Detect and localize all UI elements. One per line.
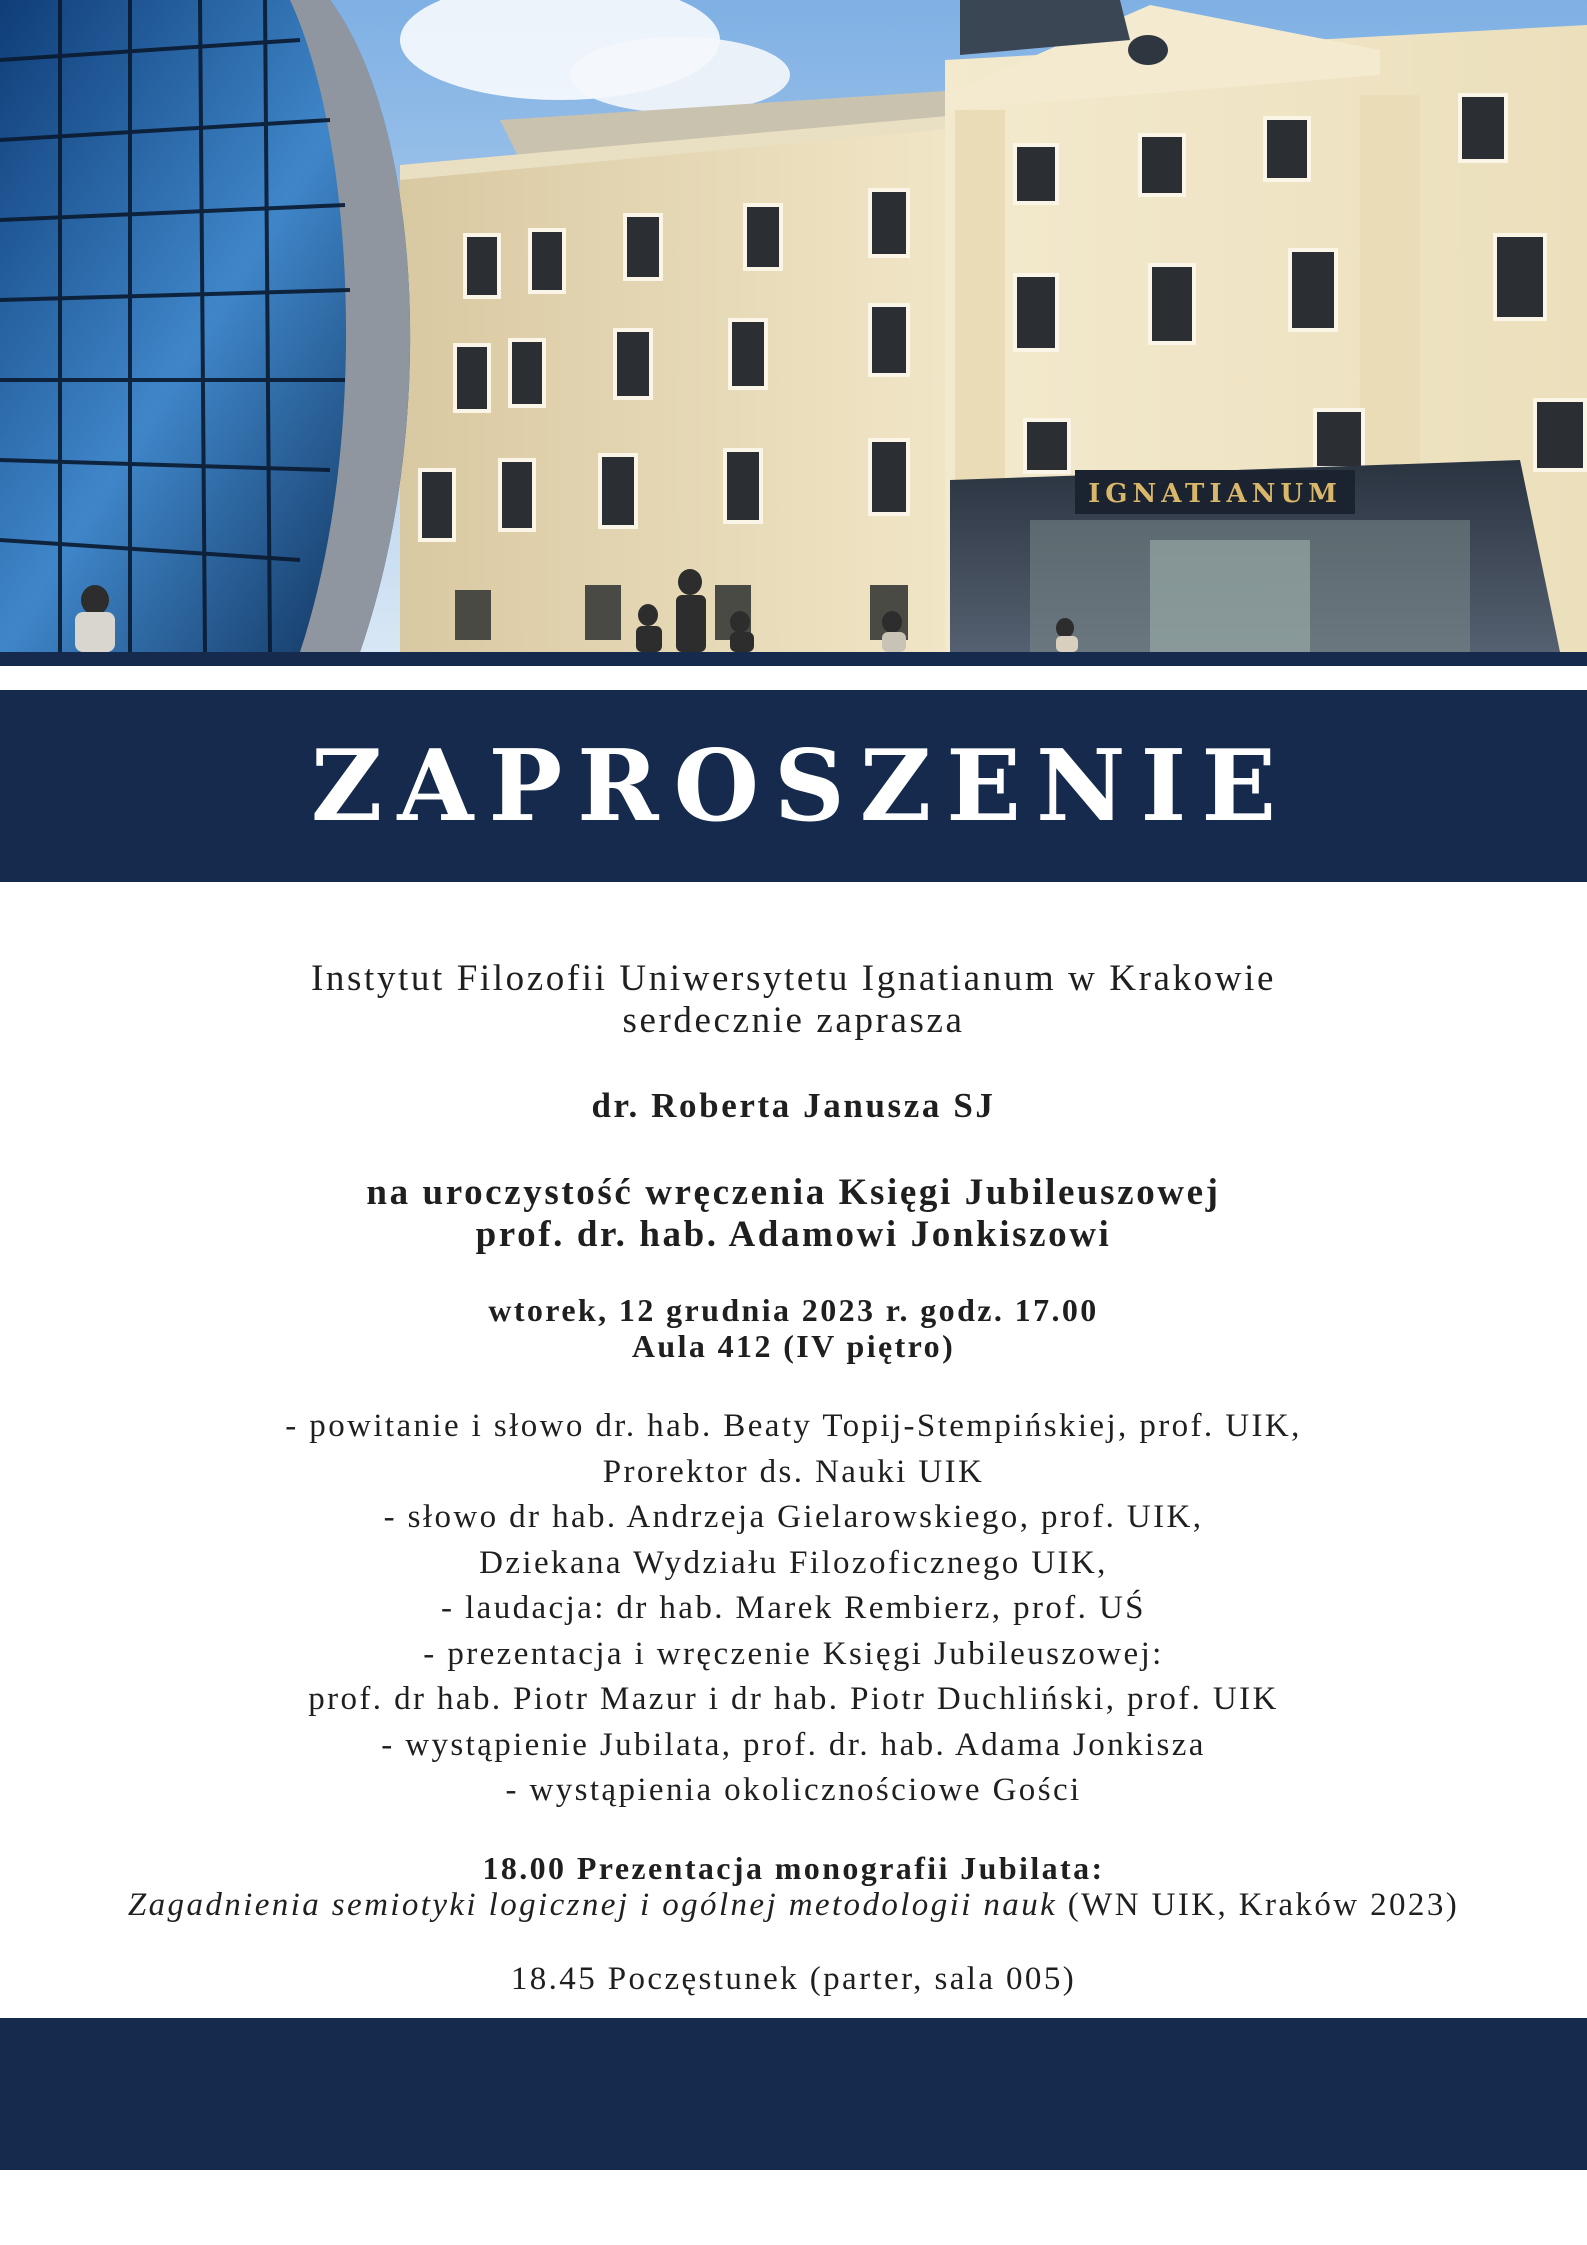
programme-item: - powitanie i słowo dr. hab. Beaty Topij-Stempińskiej, prof. UIK, — [285, 1408, 1302, 1444]
building-illustration — [0, 0, 1587, 652]
occasion-line-1: na uroczystość wręczenia Księgi Jubileuszowej — [366, 1172, 1221, 1213]
title-band — [0, 690, 1587, 882]
programme-item: prof. dr hab. Piotr Mazur i dr hab. Piotr Duchliński, prof. UIK — [308, 1681, 1279, 1717]
event-datetime: wtorek, 12 grudnia 2023 r. godz. 17.00 — [488, 1292, 1099, 1328]
event-time — [0, 1292, 1587, 1364]
monograph-title-line — [0, 1886, 1587, 1924]
programme-item: Prorektor ds. Nauki UIK — [602, 1453, 985, 1490]
monograph-heading: 18.00 Prezentacja monografii Jubilata: — [482, 1849, 1105, 1886]
programme-item: - wystąpienia okolicznościowe Gości — [505, 1772, 1082, 1808]
programme-item: - laudacja: dr hab. Marek Rembierz, prof. UŚ — [441, 1590, 1146, 1626]
header-divider — [0, 652, 1587, 666]
footer-band — [0, 2018, 1587, 2170]
occasion — [0, 1172, 1587, 1256]
guest-name: dr. Roberta Janusza SJ — [591, 1086, 996, 1125]
programme-item: Dziekana Wydziału Filozoficznego UIK, — [479, 1544, 1108, 1581]
programme-item: - słowo dr hab. Andrzeja Gielarowskiego, prof. UIK, — [383, 1499, 1204, 1535]
page-title: ZAPROSZENIE — [310, 728, 1292, 844]
refreshments: 18.45 Poczęstunek (parter, sala 005) — [510, 1960, 1077, 1997]
programme-item: - wystąpienie Jubilata, prof. dr. hab. Adama Jonkisza — [381, 1726, 1206, 1763]
occasion-line-2: prof. dr. hab. Adamowi Jonkiszowi — [475, 1214, 1112, 1255]
monograph-publisher: (WN UIK, Kraków 2023) — [1067, 1886, 1460, 1923]
ignatianum-sign: IGNATIANUM — [1088, 479, 1342, 509]
programme-item: - prezentacja i wręczenie Księgi Jubileuszowej: — [423, 1635, 1164, 1672]
event-room: Aula 412 (IV piętro) — [631, 1328, 956, 1364]
header-photo — [0, 0, 1587, 652]
institute-name: Instytut Filozofii Uniwersytetu Ignatianum w Krakowie — [310, 958, 1276, 999]
invitation-phrase: serdecznie zaprasza — [622, 1000, 965, 1041]
programme-list — [0, 1404, 1587, 1814]
invitation-body — [0, 958, 1587, 1998]
monograph-title: Zagadnienia semiotyki logicznej i ogólnej metodologii nauk — [127, 1886, 1058, 1923]
